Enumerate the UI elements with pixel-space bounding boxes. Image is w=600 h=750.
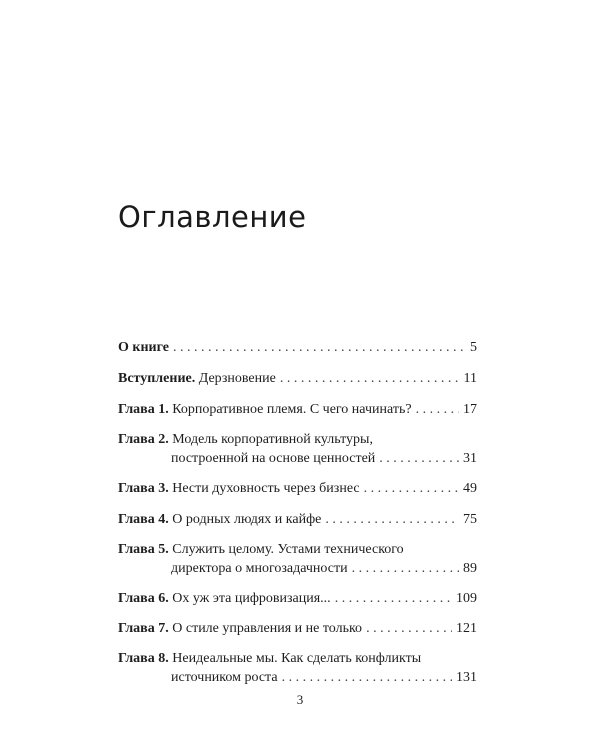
leader-dots (366, 619, 452, 638)
leader-dots (364, 479, 459, 498)
toc-entry-label (118, 589, 331, 608)
toc-entry-chapter-4 (118, 510, 477, 529)
toc-entry-label (118, 369, 276, 388)
toc-entry-bold: Глава 8. (118, 651, 169, 666)
toc-page-number: 121 (456, 621, 477, 636)
toc-entry-bold: Глава 4. (118, 512, 169, 527)
toc-entry-chapter-8 (118, 649, 477, 687)
toc-entry-continuation: источником роста (171, 670, 278, 685)
toc-entry-text: Корпоративное племя. С чего начинать? (172, 402, 412, 417)
toc-entry-chapter-7 (118, 619, 477, 638)
toc-entry-text: Неидеальные мы. Как сделать конфликты (172, 651, 422, 666)
toc-entry-bold: Глава 3. (118, 481, 169, 496)
leader-dots (416, 400, 459, 419)
toc-entry-label (118, 400, 412, 419)
toc-entry-text: Нести духовность через бизнес (172, 481, 360, 496)
toc-entry-text: О стиле управления и не только (172, 621, 363, 636)
table-of-contents (118, 338, 477, 687)
toc-entry-about (118, 338, 477, 357)
toc-entry-bold: Глава 1. (118, 402, 169, 417)
toc-entry-label (118, 430, 477, 449)
toc-entry-label (118, 510, 321, 529)
toc-entry-chapter-1 (118, 400, 477, 419)
toc-entry-continuation: директора о многозадачности (171, 561, 348, 576)
toc-entry-chapter-3 (118, 479, 477, 498)
toc-page-number: 31 (463, 451, 477, 466)
leader-dots (352, 559, 459, 578)
toc-entry-bold: Глава 5. (118, 542, 169, 557)
leader-dots (173, 338, 466, 357)
toc-page-number: 89 (463, 561, 477, 576)
toc-entry-chapter-6 (118, 589, 477, 608)
leader-dots (379, 449, 459, 468)
toc-page-number: 131 (456, 670, 477, 685)
page-title: Оглавление (118, 200, 307, 234)
toc-entry-bold: Глава 7. (118, 621, 169, 636)
toc-entry-label (118, 619, 362, 638)
toc-entry-continuation: построенной на основе ценностей (171, 451, 376, 466)
toc-entry-bold: О книге (118, 340, 169, 355)
toc-page-number: 109 (456, 591, 477, 606)
leader-dots (325, 510, 459, 529)
toc-entry-label (118, 649, 477, 668)
leader-dots (280, 369, 460, 388)
toc-entry-bold: Глава 6. (118, 591, 169, 606)
toc-page-number: 49 (463, 481, 477, 496)
toc-entry-text: Дерзновение (198, 371, 276, 386)
toc-entry-label (118, 338, 169, 357)
toc-entry-bold: Вступление. (118, 371, 196, 386)
toc-entry-text: Модель корпоративной культуры, (172, 432, 373, 447)
toc-entry-bold: Глава 2. (118, 432, 169, 447)
toc-entry-chapter-5 (118, 540, 477, 578)
toc-entry-text: Ох уж эта цифровизация... (172, 591, 331, 606)
toc-entry-text: Служить целому. Устами технического (172, 542, 404, 557)
toc-page-number: 75 (463, 512, 477, 527)
toc-entry-label (118, 479, 360, 498)
toc-entry-intro (118, 369, 477, 388)
toc-page-number: 11 (463, 371, 477, 386)
toc-page-number: 17 (463, 402, 477, 417)
toc-entry-chapter-2 (118, 430, 477, 468)
toc-entry-text: О родных людях и кайфе (172, 512, 322, 527)
toc-entry-label (118, 540, 477, 559)
leader-dots (282, 668, 452, 687)
leader-dots (335, 589, 452, 608)
page-number-footer: 3 (296, 692, 304, 707)
toc-page-number: 5 (470, 340, 477, 355)
